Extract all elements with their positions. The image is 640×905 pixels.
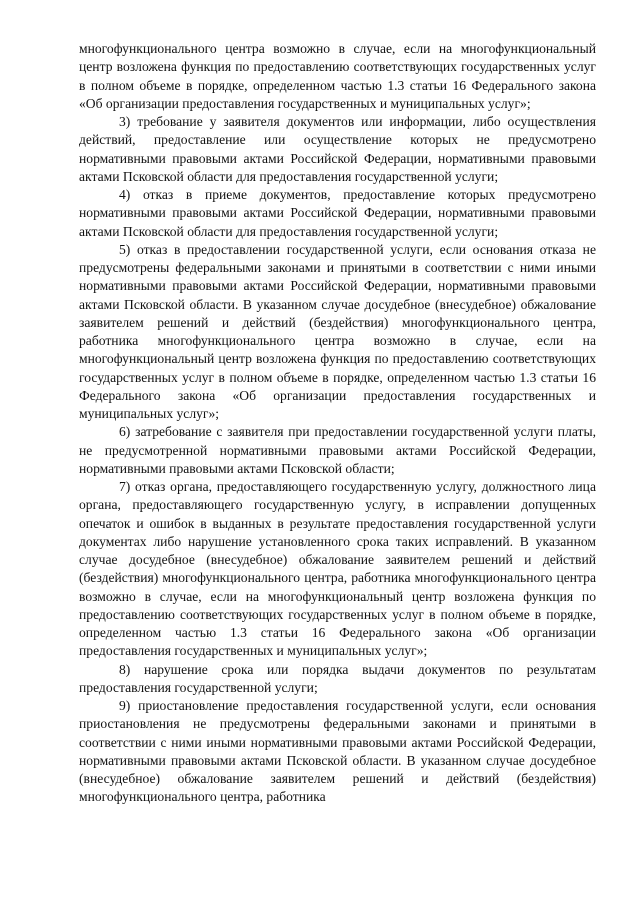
paragraph-continuation: многофункционального центра возможно в случае, если на многофункциональный центр возложена функция по предоставлению соответствующих государственных услуг в полном объеме в порядке, определенном частью 1.3 статьи 16 Федерального закона «Об организации предоставления государственных и муниципальных услуг»; [79, 41, 596, 111]
list-item-6: 6) затребование с заявителя при предоставлении государственной услуги платы, не предусмотренной нормативными правовыми актами Российской Федерации, нормативными правовыми актами Псковской области; [79, 424, 596, 476]
list-item-3: 3) требование у заявителя документов или информации, либо осуществления действий, предоставление или осуществление которых не предусмотрено нормативными правовыми актами Российской Федерации, нормативными правовыми актами Псковской области для предоставления государственной услуги; [79, 114, 596, 184]
document-page [79, 40, 596, 807]
list-item-8: 8) нарушение срока или порядка выдачи документов по результатам предоставления государственной услуги; [79, 661, 596, 695]
list-item-4: 4) отказ в приеме документов, предоставление которых предусмотрено нормативными правовыми актами Российской Федерации, нормативными правовыми актами Псковской области для предоставления государственной услуги; [79, 187, 596, 239]
list-item-5: 5) отказ в предоставлении государственной услуги, если основания отказа не предусмотрены федеральными законами и принятыми в соответствии с ними иными нормативными правовыми актами Российской Федерации, нормативными правовыми актами Псковской области. В указанном случае досудебное (внесудебное) обжалование заявителем решений и действий (бездействия) многофункционального центра, работника многофункционального центра возможно в случае, если на многофункциональный центр возложена функция по предоставлению соответствующих государственных услуг в полном объеме в порядке, определенном частью 1.3 статьи 16 Федерального закона «Об организации предоставления государственных и муниципальных услуг»; [79, 241, 596, 421]
list-item-7: 7) отказ органа, предоставляющего государственную услугу, должностного лица органа, предоставляющего государственную услугу, в исправлении допущенных опечаток и ошибок в выданных в результате предоставления государственной услуги документах либо нарушение установленного срока таких исправлений. В указанном случае досудебное (внесудебное) обжалование заявителем решений и действий (бездействия) многофункционального центра, работника многофункционального центра возможно в случае, если на многофункциональный центр возложена функция по предоставлению соответствующих государственных услуг в полном объеме в порядке, определенном частью 1.3 статьи 16 Федерального закона «Об организации предоставления государственных и муниципальных услуг»; [79, 479, 596, 659]
list-item-9: 9) приостановление предоставления государственной услуги, если основания приостановления не предусмотрены федеральными законами и принятыми в соответствии с ними иными нормативными правовыми актами Российской Федерации, нормативными правовыми актами Псковской области. В указанном случае досудебное (внесудебное) обжалование заявителем решений и действий (бездействия) многофункционального центра, работника [79, 698, 596, 805]
